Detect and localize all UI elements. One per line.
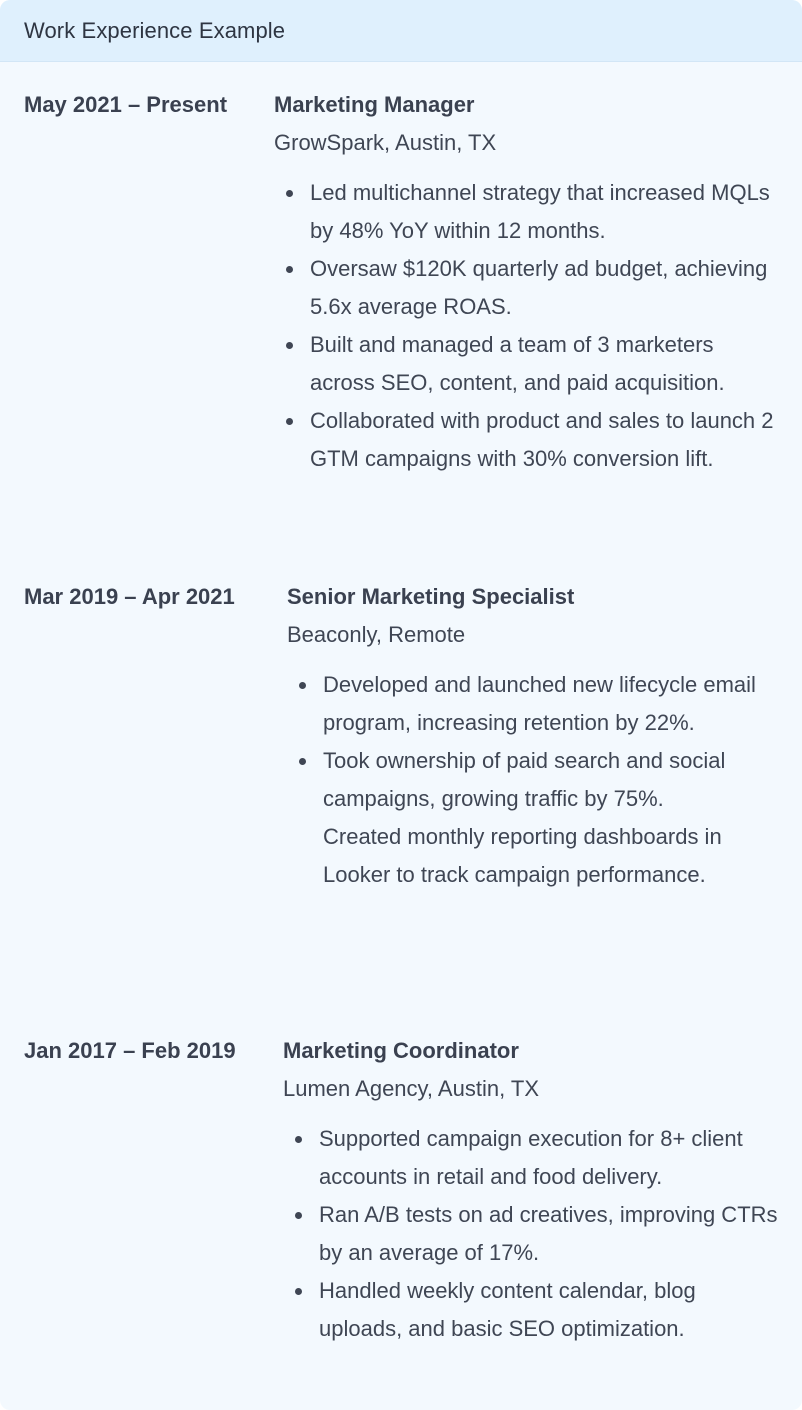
achievement-item xyxy=(274,174,784,250)
achievement-item xyxy=(283,1120,784,1196)
achievement-item xyxy=(274,326,784,402)
bullet-dot-icon xyxy=(295,1136,302,1143)
bullet-dot-icon xyxy=(286,418,293,425)
experience-entry xyxy=(24,578,784,894)
employment-dates: May 2021 – Present xyxy=(24,92,228,117)
achievement-item xyxy=(287,666,784,742)
bullet-dot-icon xyxy=(286,190,293,197)
achievement-text: Created monthly reporting dashboards in Looker to track campaign performance. xyxy=(323,824,722,887)
company-location: Beaconly, Remote xyxy=(287,622,466,647)
job-details xyxy=(274,86,784,478)
job-title: Marketing Manager xyxy=(274,92,475,117)
achievement-text: Took ownership of paid search and social campaigns, growing traffic by 75%. xyxy=(323,748,726,811)
achievement-text: Built and managed a team of 3 marketers across SEO, content, and paid acquisition. xyxy=(310,332,725,395)
achievement-text: Supported campaign execution for 8+ client accounts in retail and food delivery. xyxy=(319,1126,743,1189)
job-title: Senior Marketing Specialist xyxy=(287,584,575,609)
bullet-dot-icon xyxy=(286,342,293,349)
achievement-text: Developed and launched new lifecycle email program, increasing retention by 22%. xyxy=(323,672,756,735)
achievement-item xyxy=(274,402,784,478)
achievement-list xyxy=(274,174,784,478)
achievement-list xyxy=(287,666,784,894)
bullet-dot-icon xyxy=(299,682,306,689)
bullet-dot-icon xyxy=(295,1288,302,1295)
achievement-item xyxy=(287,818,784,894)
experience-entry xyxy=(24,86,784,478)
achievement-text: Led multichannel strategy that increased MQLs by 48% YoY within 12 months. xyxy=(310,180,770,243)
employment-dates: Jan 2017 – Feb 2019 xyxy=(24,1038,236,1063)
company-location: GrowSpark, Austin, TX xyxy=(274,130,497,155)
achievement-list xyxy=(283,1120,784,1348)
achievement-text: Collaborated with product and sales to launch 2 GTM campaigns with 30% conversion lift. xyxy=(310,408,774,471)
bullet-dot-icon xyxy=(299,758,306,765)
card-header xyxy=(0,0,802,62)
job-details xyxy=(283,1032,784,1348)
achievement-item xyxy=(283,1272,784,1348)
achievement-text: Oversaw $120K quarterly ad budget, achieving 5.6x average ROAS. xyxy=(310,256,768,319)
company-location: Lumen Agency, Austin, TX xyxy=(283,1076,540,1101)
achievement-item xyxy=(283,1196,784,1272)
achievement-text: Handled weekly content calendar, blog uploads, and basic SEO optimization. xyxy=(319,1278,696,1341)
bullet-dot-icon xyxy=(286,266,293,273)
achievement-text: Ran A/B tests on ad creatives, improving CTRs by an average of 17%. xyxy=(319,1202,778,1265)
bullet-dot-icon xyxy=(295,1212,302,1219)
job-details xyxy=(287,578,784,894)
job-title: Marketing Coordinator xyxy=(283,1038,519,1063)
achievement-item xyxy=(287,742,784,818)
experience-entry xyxy=(24,1032,784,1348)
card-title: Work Experience Example xyxy=(24,17,286,43)
employment-dates: Mar 2019 – Apr 2021 xyxy=(24,584,235,609)
achievement-item xyxy=(274,250,784,326)
